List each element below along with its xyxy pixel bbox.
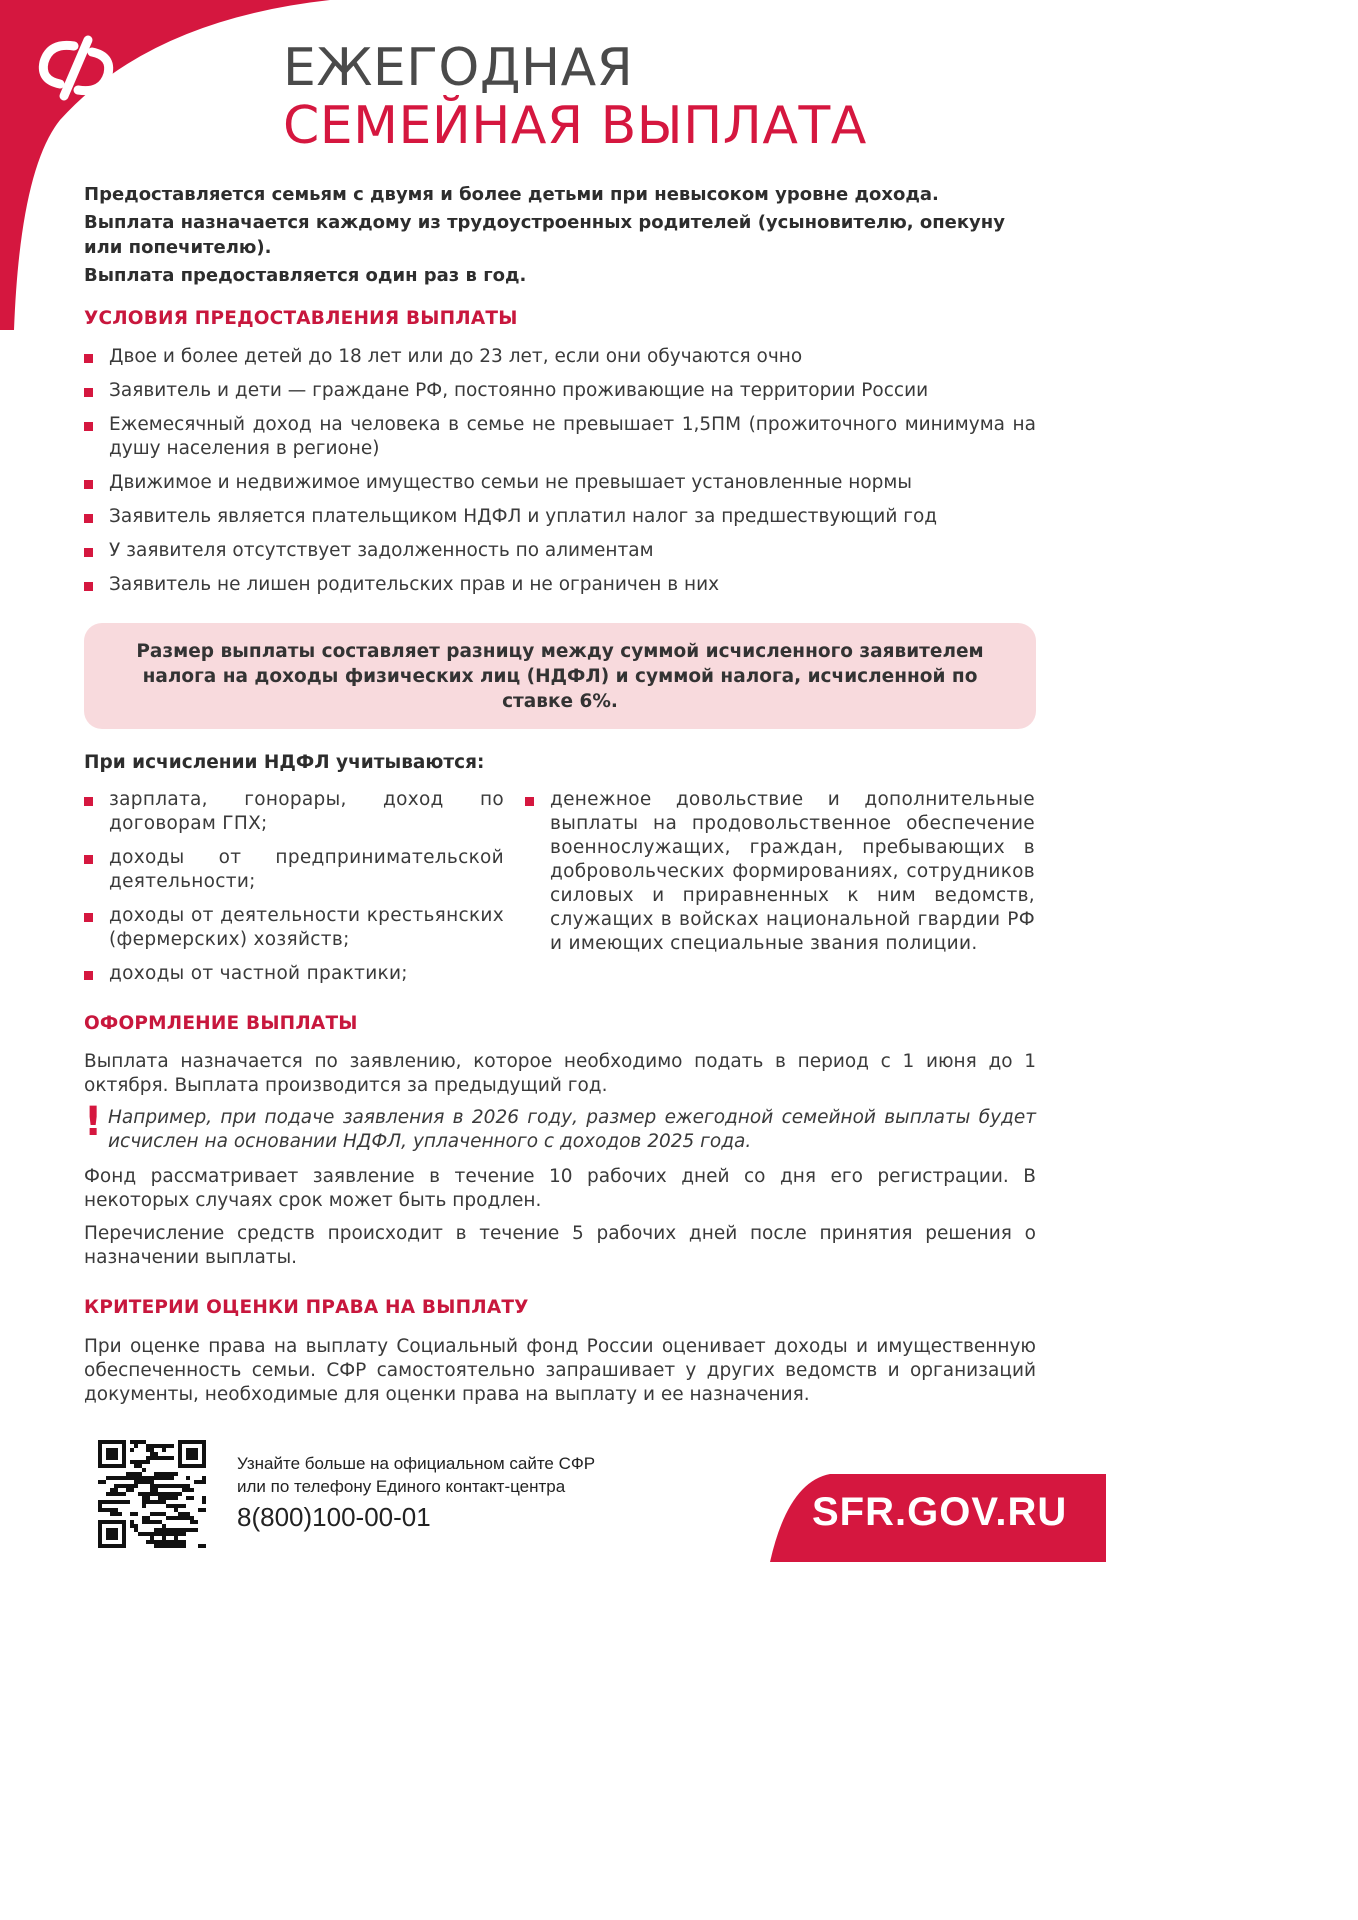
intro-line: Выплата предоставляется один раз в год. xyxy=(84,265,527,286)
intro-block xyxy=(84,182,1036,291)
condition-item: Двое и более детей до 18 лет или до 23 лет, если они обучаются очно xyxy=(84,345,1036,369)
registration-title: ОФОРМЛЕНИЕ ВЫПЛАТЫ xyxy=(84,1013,358,1034)
ndfl-item: доходы от деятельности крестьянских (фермерских) хозяйств; xyxy=(84,904,504,952)
phone-number[interactable]: 8(800)100-00-01 xyxy=(237,1502,431,1532)
ndfl-title: При исчислении НДФЛ учитываются: xyxy=(84,752,485,773)
example-text: Например, при подаче заявления в 2026 году, размер ежегодной семейной выплаты будет исчислен на основании НДФЛ, уплаченного с доходов 2025 года. xyxy=(108,1107,1036,1152)
page-title xyxy=(283,38,867,156)
transfer-text: Перечисление средств происходит в течение 5 рабочих дней после принятия решения о назначении выплаты. xyxy=(84,1223,1036,1268)
payment-size-text: Размер выплаты составляет разницу между суммой исчисленного заявителем налога на доходы физических лиц (НДФЛ) и суммой налога, исчисленной по ставке 6%. xyxy=(136,640,984,712)
site-link[interactable]: SFR.GOV.RU xyxy=(812,1490,1068,1534)
condition-item: Заявитель не лишен родительских прав и не ограничен в них xyxy=(84,573,1036,597)
example-note xyxy=(84,1099,1036,1154)
payment-size-box xyxy=(84,623,1036,729)
condition-item: Заявитель является плательщиком НДФЛ и уплатил налог за предшествующий год xyxy=(84,505,1036,529)
title-line-1: ЕЖЕГОДНАЯ xyxy=(283,38,634,98)
intro-line: Выплата назначается каждому из трудоустроенных родителей (усыновителю, опекуну или попечителю). xyxy=(84,212,1005,258)
exclamation-icon: ! xyxy=(84,1099,103,1145)
conditions-list xyxy=(84,345,1036,607)
condition-item: Движимое и недвижимое имущество семьи не превышает установленные нормы xyxy=(84,471,1036,495)
sfr-logo-icon xyxy=(30,32,122,104)
ndfl-item: доходы от частной практики; xyxy=(84,962,504,986)
registration-text: Выплата назначается по заявлению, которое необходимо подать в период с 1 июня до 1 октября. Выплата производится за предыдущий год. xyxy=(84,1051,1036,1096)
criteria-text: При оценке права на выплату Социальный фонд России оценивает доходы и имущественную обеспеченность семьи. СФР самостоятельно запрашивает у других ведомств и организаций документы, необходимые для оценки права на выплату и ее назначения. xyxy=(84,1336,1036,1405)
conditions-title: УСЛОВИЯ ПРЕДОСТАВЛЕНИЯ ВЫПЛАТЫ xyxy=(84,308,518,329)
ndfl-item: зарплата, гонорары, доход по договорам ГПХ; xyxy=(84,788,504,836)
review-text: Фонд рассматривает заявление в течение 10 рабочих дней со дня его регистрации. В некоторых случаях срок может быть продлен. xyxy=(84,1166,1036,1211)
contact-line-2: или по телефону Единого контакт-центра xyxy=(237,1477,566,1496)
ndfl-item: денежное довольствие и дополнительные выплаты на продовольственное обеспечение военнослужащих, граждан, пребывающих в добровольческих формированиях, сотрудников силовых и приравненных к ним ведомств, служащих в войсках национальной гвардии РФ и имеющих специальные звания полиции. xyxy=(525,788,1035,956)
criteria-title: КРИТЕРИИ ОЦЕНКИ ПРАВА НА ВЫПЛАТУ xyxy=(84,1297,529,1318)
condition-item: Заявитель и дети — граждане РФ, постоянно проживающие на территории России xyxy=(84,379,1036,403)
title-line-2: СЕМЕЙНАЯ ВЫПЛАТА xyxy=(283,96,867,156)
intro-line: Предоставляется семьям с двумя и более детьми при невысоком уровне дохода. xyxy=(84,184,939,205)
contact-block xyxy=(237,1452,595,1533)
ndfl-item: доходы от предпринимательской деятельности; xyxy=(84,846,504,894)
ndfl-left-list xyxy=(84,788,504,996)
condition-item: У заявителя отсутствует задолженность по алиментам xyxy=(84,539,1036,563)
qr-code-icon[interactable] xyxy=(98,1440,206,1548)
ndfl-right-list xyxy=(525,788,1035,966)
contact-line-1: Узнайте больше на официальном сайте СФР xyxy=(237,1454,596,1473)
condition-item: Ежемесячный доход на человека в семье не превышает 1,5ПМ (прожиточного минимума на душу населения в регионе) xyxy=(84,413,1036,461)
